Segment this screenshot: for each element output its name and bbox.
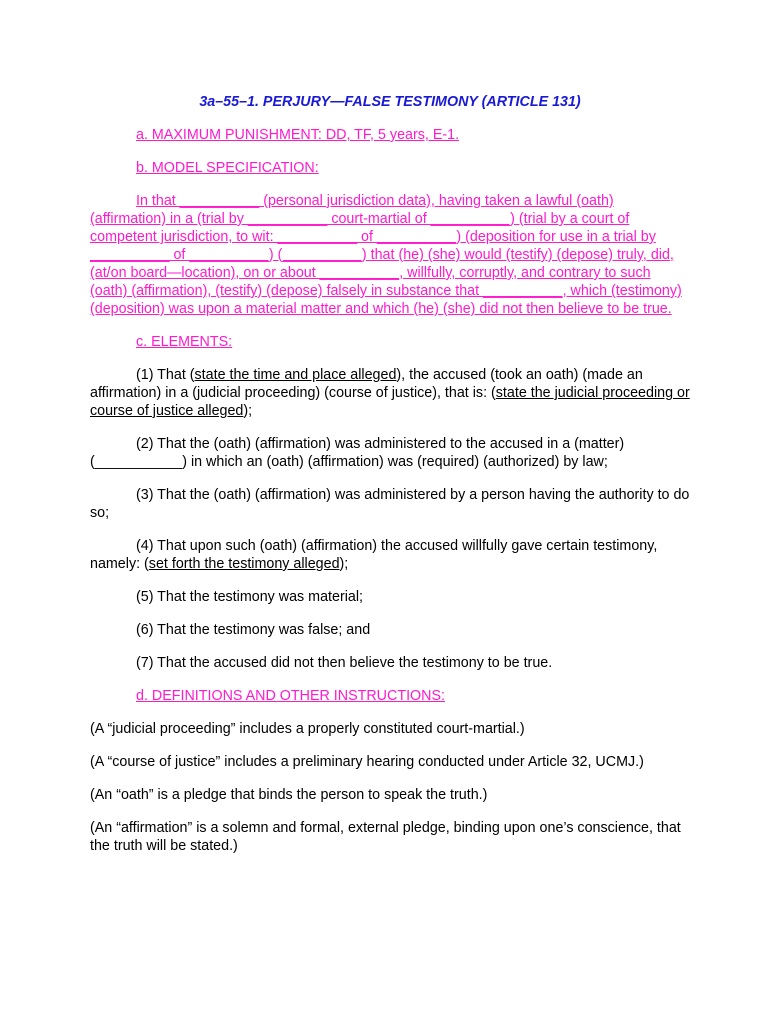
definitions-heading-text: d. DEFINITIONS AND OTHER INSTRUCTIONS: xyxy=(136,688,445,704)
element-4 xyxy=(90,537,690,573)
model-spec-heading-text: b. MODEL SPECIFICATION: xyxy=(136,160,319,176)
element-1-underlined-1: state the time and place alleged xyxy=(194,367,397,383)
definition-affirmation: (An “affirmation” is a solemn and formal, external pledge, binding upon one’s conscience, that the truth will be stated.) xyxy=(90,820,681,854)
element-7: (7) That the accused did not then believe the testimony to be true. xyxy=(136,655,553,671)
document-title: 3a–55–1. PERJURY—FALSE TESTIMONY (ARTICLE 131) xyxy=(199,94,581,110)
element-1 xyxy=(90,366,690,420)
definition-course-of-justice: (A “course of justice” includes a preliminary hearing conducted under Article 32, UCMJ.) xyxy=(90,754,644,770)
model-spec-text: In that __________ (personal jurisdiction data), having taken a lawful (oath) (affirmation) in a (trial by __________ court-martial of __________) (trial by a court of competent jurisdiction, to wit: __________ of __________) (deposition for use in a trial by __________ of __________) (__________) that (he) (she) would (testify) (depose) truly, did, (at/on board—location), on or about __________, willfully, corruptly, and contrary to such (oath) (affirmation), (testify) (depose) falsely in substance that __________, which (testimony) (deposition) was upon a material matter and which (he) (she) did not then believe to be true. xyxy=(90,193,682,317)
model-spec-heading xyxy=(90,159,690,177)
model-spec-paragraph xyxy=(90,192,690,318)
element-4-pre: (4) That upon such (oath) (affirmation) the accused willfully gave certain testimony, namely: ( xyxy=(90,538,658,572)
elements-heading-text: c. ELEMENTS: xyxy=(136,334,233,350)
element-4-underlined: set forth the testimony alleged xyxy=(148,556,340,572)
element-1-post: ); xyxy=(243,403,253,419)
element-1-mid: ), the accused (took an oath) (made an affirmation) in a (judicial proceeding) (course of justice), that is: ( xyxy=(90,367,643,401)
element-5: (5) That the testimony was material; xyxy=(136,589,363,605)
elements-heading xyxy=(90,333,690,351)
element-1-underlined-2: state the judicial proceeding or course of justice alleged xyxy=(90,385,690,419)
definition-oath: (An “oath” is a pledge that binds the person to speak the truth.) xyxy=(90,787,488,803)
max-punishment xyxy=(90,126,690,144)
definition-judicial-proceeding: (A “judicial proceeding” includes a properly constituted court-martial.) xyxy=(90,721,525,737)
document-page xyxy=(90,93,690,870)
element-4-post: ); xyxy=(339,556,349,572)
element-6: (6) That the testimony was false; and xyxy=(136,622,371,638)
definitions-heading xyxy=(90,687,690,705)
element-3: (3) That the (oath) (affirmation) was administered by a person having the authority to do so; xyxy=(90,487,690,521)
element-2: (2) That the (oath) (affirmation) was administered to the accused in a (matter) (___________) in which an (oath) (affirmation) was (required) (authorized) by law; xyxy=(90,436,625,470)
max-punishment-text: a. MAXIMUM PUNISHMENT: DD, TF, 5 years, E-1. xyxy=(136,127,460,143)
element-1-pre: (1) That ( xyxy=(136,367,195,383)
